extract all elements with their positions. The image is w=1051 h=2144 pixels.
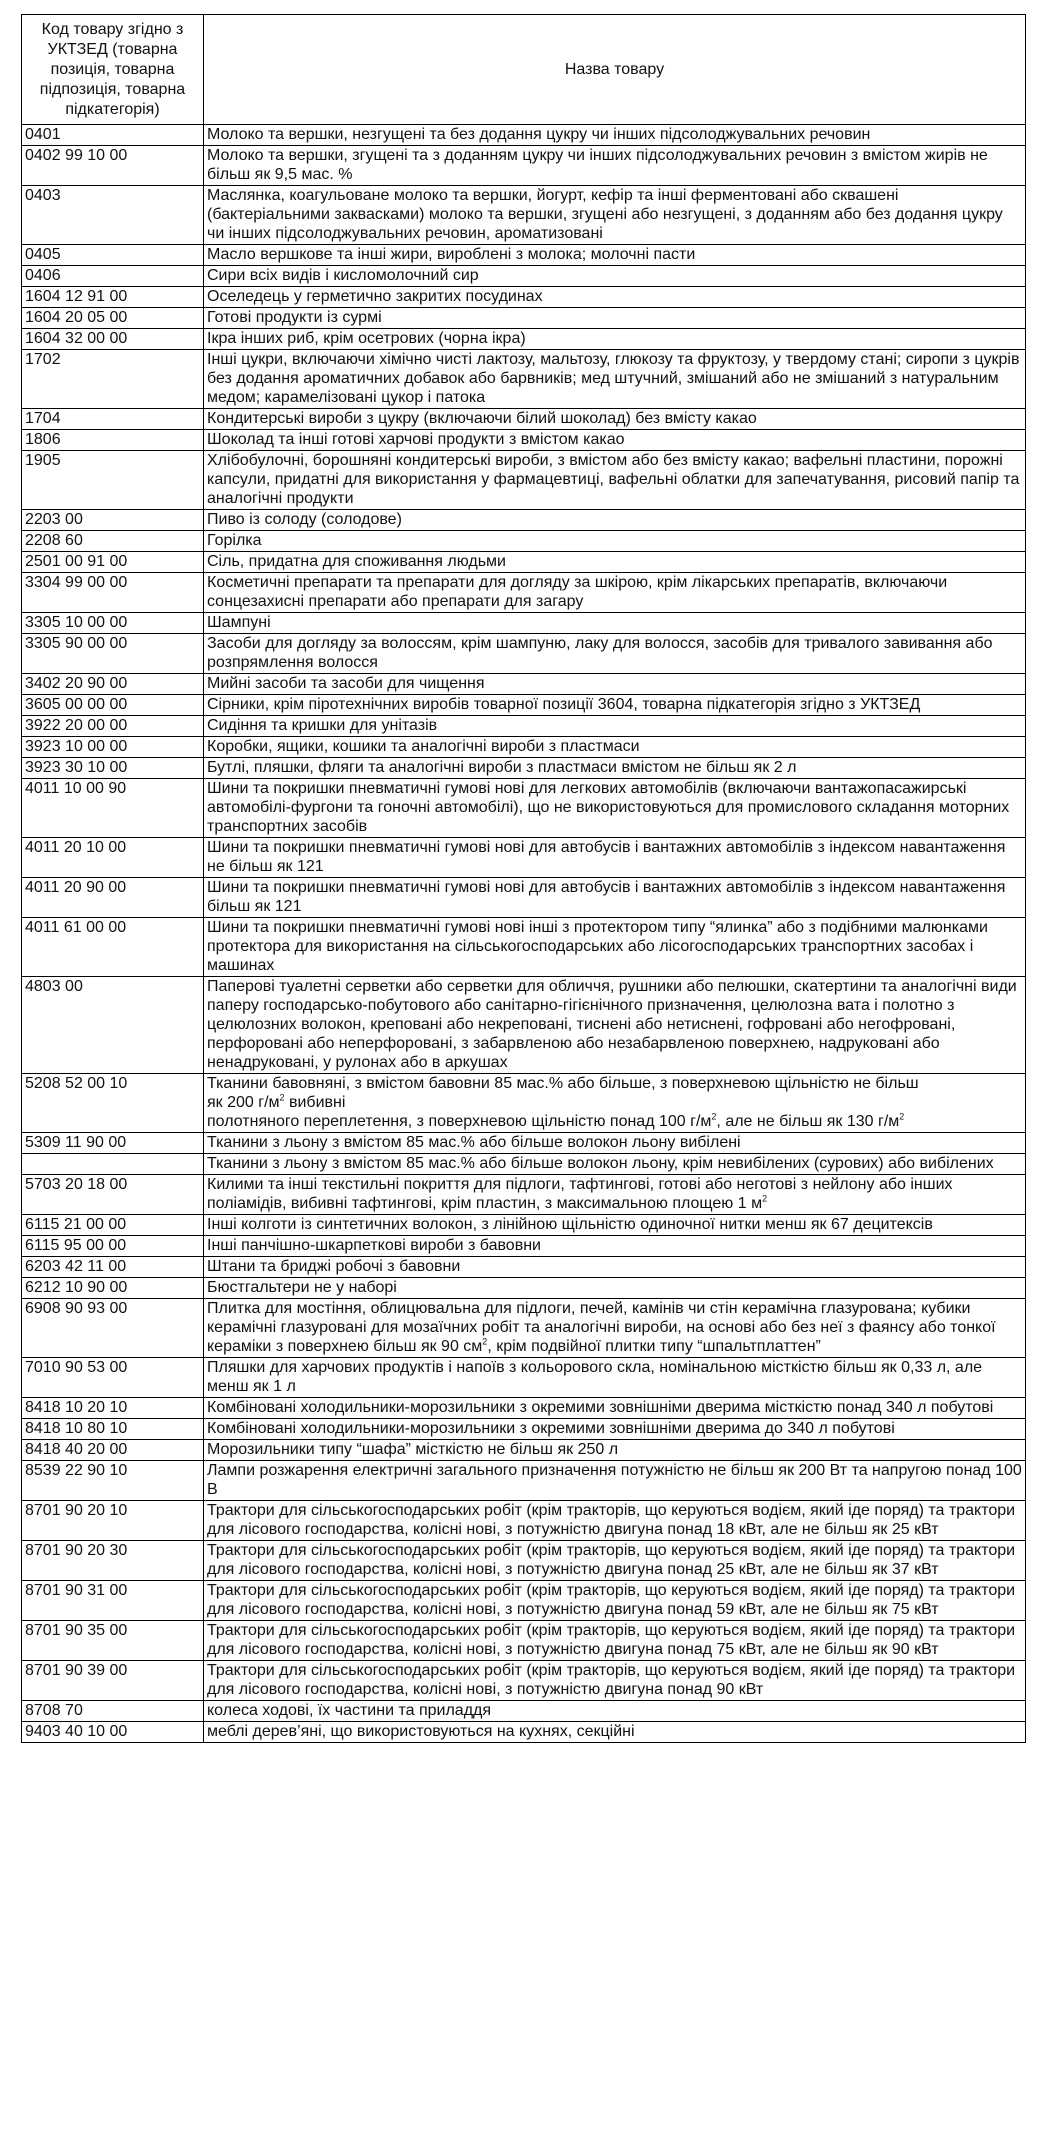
row-name: Штани та бриджі робочі з бавовни — [204, 1257, 1026, 1278]
table-row — [22, 308, 1026, 329]
superscript: 2 — [711, 1111, 717, 1122]
table-row — [22, 1661, 1026, 1701]
row-name: Бутлі, пляшки, фляги та аналогічні вироби з пластмаси вмістом не більш як 2 л — [204, 758, 1026, 779]
superscript: 2 — [279, 1092, 285, 1103]
row-code: 1604 20 05 00 — [22, 308, 204, 329]
row-code: 1806 — [22, 430, 204, 451]
row-code: 3305 10 00 00 — [22, 613, 204, 634]
table-row — [22, 531, 1026, 552]
row-name: Косметичні препарати та препарати для догляду за шкірою, крім лікарських препаратів, включаючи сонцезахисні препарати або препарати для загару — [204, 573, 1026, 613]
row-code: 3923 10 00 00 — [22, 737, 204, 758]
row-code: 1702 — [22, 350, 204, 409]
row-code: 5703 20 18 00 — [22, 1175, 204, 1215]
row-name-part: , крім подвійної плитки типу “шпальтплаттен” — [487, 1338, 821, 1355]
row-name: Ікра інших риб, крім осетрових (чорна ікра) — [204, 329, 1026, 350]
table-row — [22, 1299, 1026, 1358]
table-row — [22, 737, 1026, 758]
row-name: меблі дерев’яні, що використовуються на кухнях, секційні — [204, 1722, 1026, 1743]
row-name: Комбіновані холодильники-морозильники з окремими зовнішніми дверима місткістю понад 340 л побутові — [204, 1398, 1026, 1419]
table-row — [22, 1358, 1026, 1398]
row-code — [22, 1154, 204, 1175]
row-name: Тканини з льону з вмістом 85 мас.% або більше волокон льону вибілені — [204, 1133, 1026, 1154]
row-name: Масло вершкове та інші жири, вироблені з молока; молочні пасти — [204, 245, 1026, 266]
table-row — [22, 634, 1026, 674]
row-name: Шини та покришки пневматичні гумові нові для автобусів і вантажних автомобілів з індексом навантаження не більш як 121 — [204, 838, 1026, 878]
row-code: 3923 30 10 00 — [22, 758, 204, 779]
row-code: 0401 — [22, 125, 204, 146]
row-code: 8708 70 — [22, 1701, 204, 1722]
row-name-part: , але не більш як 130 г/м — [716, 1113, 900, 1130]
row-name: Сидіння та кришки для унітазів — [204, 716, 1026, 737]
row-name: Сіль, придатна для споживання людьми — [204, 552, 1026, 573]
header-name: Назва товару — [204, 15, 1026, 125]
row-name: Шампуні — [204, 613, 1026, 634]
row-code: 6203 42 11 00 — [22, 1257, 204, 1278]
row-name: Шини та покришки пневматичні гумові нові інші з протектором типу “ялинка” або з подібними малюнками протектора для використання на сільськогосподарських або лісогосподарських транспортних засобах і машинах — [204, 918, 1026, 977]
row-code: 8701 90 39 00 — [22, 1661, 204, 1701]
row-code: 8701 90 20 10 — [22, 1501, 204, 1541]
row-name: Лампи розжарення електричні загального призначення потужністю не більш як 200 Вт та напругою понад 100 В — [204, 1461, 1026, 1501]
table-row — [22, 878, 1026, 918]
row-name-part: Плитка для мостіння, облицювальна для підлоги, печей, камінів чи стін керамічна глазурована; кубики керамічні глазуровані для мозаїчних робіт та аналогічні вироби, на основі або без неї з фаянсу або тонкої кераміки з поверхнею більш як 90 см — [207, 1300, 996, 1355]
table-row — [22, 1133, 1026, 1154]
table-row — [22, 1236, 1026, 1257]
row-name: Інші цукри, включаючи хімічно чисті лактозу, мальтозу, глюкозу та фруктозу, у твердому стані; сиропи з цукрів без додання ароматичних добавок або барвників; мед штучний, змішаний або не змішаний з натуральним медом; карамелізовані цукор і патока — [204, 350, 1026, 409]
table-row — [22, 1722, 1026, 1743]
row-name: Трактори для сільськогосподарських робіт (крім тракторів, що керуються водієм, який іде поряд) та трактори для лісового господарства, колісні нові, з потужністю двигуна понад 75 кВт, але не більш як 90 кВт — [204, 1621, 1026, 1661]
header-code: Код товару згідно з УКТЗЕД (товарна позиція, товарна підпозиція, товарна підкатегорія) — [22, 15, 204, 125]
row-name: Трактори для сільськогосподарських робіт (крім тракторів, що керуються водієм, який іде поряд) та трактори для лісового господарства, колісні нові, з потужністю двигуна понад 25 кВт, але не більш як 37 кВт — [204, 1541, 1026, 1581]
goods-document — [21, 14, 1025, 1743]
row-code: 1604 32 00 00 — [22, 329, 204, 350]
row-code: 1905 — [22, 451, 204, 510]
row-name: Оселедець у герметично закритих посудинах — [204, 287, 1026, 308]
row-name-part: Килими та інші текстильні покриття для підлоги, тафтингові, готові або неготові з нейлону або інших поліамідів, вибивні тафтингові, крім пластин, з максимальною площею 1 м — [207, 1176, 953, 1212]
superscript: 2 — [482, 1336, 488, 1347]
row-code: 1704 — [22, 409, 204, 430]
table-header-row — [22, 15, 1026, 125]
table-row — [22, 918, 1026, 977]
table-row — [22, 1154, 1026, 1175]
row-code: 4011 10 00 90 — [22, 779, 204, 838]
table-row — [22, 245, 1026, 266]
table-row — [22, 146, 1026, 186]
row-code: 8701 90 35 00 — [22, 1621, 204, 1661]
row-name — [204, 1299, 1026, 1358]
table-row — [22, 779, 1026, 838]
table-row — [22, 838, 1026, 878]
row-name: Сири всіх видів і кисломолочний сир — [204, 266, 1026, 287]
table-row — [22, 125, 1026, 146]
table-row — [22, 329, 1026, 350]
row-name: Шини та покришки пневматичні гумові нові для легкових автомобілів (включаючи вантажопасажирські автомобілі-фургони та гоночні автомобілі), що не використовуються для промислового складання моторних транспортних засобів — [204, 779, 1026, 838]
table-row — [22, 1257, 1026, 1278]
table-row — [22, 186, 1026, 245]
row-name: Інші панчішно-шкарпеткові вироби з бавовни — [204, 1236, 1026, 1257]
table-row — [22, 758, 1026, 779]
table-row — [22, 1215, 1026, 1236]
row-code: 3605 00 00 00 — [22, 695, 204, 716]
row-name: Бюстгальтери не у наборі — [204, 1278, 1026, 1299]
row-name: Хлібобулочні, борошняні кондитерські вироби, з вмістом або без вмісту какао; вафельні пластини, порожні капсули, придатні для використання у фармацевтиці, вафельні облатки для запечатування, рисовий папір та аналогічні продукти — [204, 451, 1026, 510]
row-name: Трактори для сільськогосподарських робіт (крім тракторів, що керуються водієм, який іде поряд) та трактори для лісового господарства, колісні нові, з потужністю двигуна понад 59 кВт, але не більш як 75 кВт — [204, 1581, 1026, 1621]
row-code: 4011 20 90 00 — [22, 878, 204, 918]
row-name: Шоколад та інші готові харчові продукти з вмістом какао — [204, 430, 1026, 451]
row-name: Молоко та вершки, незгущені та без додання цукру чи інших підсолоджувальних речовин — [204, 125, 1026, 146]
row-name: Мийні засоби та засоби для чищення — [204, 674, 1026, 695]
table-row — [22, 1541, 1026, 1581]
table-row — [22, 430, 1026, 451]
row-name: Паперові туалетні серветки або серветки для обличчя, рушники або пелюшки, скатертини та аналогічні види паперу господарсько-побутового або санітарно-гігієнічного призначення, целюлозна вата і полотно з целюлозних волокон, креповані або некреповані, тиснені або нетиснені, гофровані або негофровані, перфоровані або неперфоровані, з забарвленою або незабарвленою поверхнею, надруковані або ненадруковані, у рулонах або в аркушах — [204, 977, 1026, 1074]
table-row — [22, 287, 1026, 308]
row-code: 0406 — [22, 266, 204, 287]
goods-table — [21, 14, 1026, 1743]
table-row — [22, 552, 1026, 573]
row-name: Сірники, крім піротехнічних виробів товарної позиції 3604, товарна підкатегорія згідно з УКТЗЕД — [204, 695, 1026, 716]
row-code: 2203 00 — [22, 510, 204, 531]
row-code: 8539 22 90 10 — [22, 1461, 204, 1501]
row-name: Шини та покришки пневматичні гумові нові для автобусів і вантажних автомобілів з індексом навантаження більш як 121 — [204, 878, 1026, 918]
table-row — [22, 451, 1026, 510]
table-row — [22, 1074, 1026, 1133]
row-name-part: полотняного переплетення, з поверхневою щільністю понад 100 г/м — [207, 1113, 712, 1130]
row-code: 5309 11 90 00 — [22, 1133, 204, 1154]
table-row — [22, 573, 1026, 613]
row-code: 6212 10 90 00 — [22, 1278, 204, 1299]
table-row — [22, 1278, 1026, 1299]
row-code: 0403 — [22, 186, 204, 245]
row-name: Засоби для догляду за волоссям, крім шампуню, лаку для волосся, засобів для тривалого завивання або розпрямлення волосся — [204, 634, 1026, 674]
table-row — [22, 1398, 1026, 1419]
row-code: 3304 99 00 00 — [22, 573, 204, 613]
row-code: 1604 12 91 00 — [22, 287, 204, 308]
row-code: 6115 95 00 00 — [22, 1236, 204, 1257]
row-code: 5208 52 00 10 — [22, 1074, 204, 1133]
row-name: Маслянка, коагульоване молоко та вершки, йогурт, кефір та інші ферментовані або сквашені (бактеріальними заквасками) молоко та вершки, згущені або незгущені, з доданням або без додання цукру чи інших підсолоджувальних речовин, ароматизовані — [204, 186, 1026, 245]
table-row — [22, 695, 1026, 716]
row-name: колеса ходові, їх частини та приладдя — [204, 1701, 1026, 1722]
row-name: Тканини з льону з вмістом 85 мас.% або більше волокон льону, крім невибілених (сурових) або вибілених — [204, 1154, 1026, 1175]
row-code: 9403 40 10 00 — [22, 1722, 204, 1743]
table-row — [22, 977, 1026, 1074]
row-name: Коробки, ящики, кошики та аналогічні вироби з пластмаси — [204, 737, 1026, 758]
superscript: 2 — [899, 1111, 905, 1122]
row-name-line: Тканини бавовняні, з вмістом бавовни 85 мас.% або більше, з поверхневою щільністю не більш — [207, 1075, 919, 1092]
row-code: 6908 90 93 00 — [22, 1299, 204, 1358]
row-name: Кондитерські вироби з цукру (включаючи білий шоколад) без вмісту какао — [204, 409, 1026, 430]
row-code: 3305 90 00 00 — [22, 634, 204, 674]
row-code: 0405 — [22, 245, 204, 266]
table-row — [22, 409, 1026, 430]
row-code: 7010 90 53 00 — [22, 1358, 204, 1398]
row-code: 8418 40 20 00 — [22, 1440, 204, 1461]
row-code: 4011 61 00 00 — [22, 918, 204, 977]
table-row — [22, 266, 1026, 287]
row-name: Інші колготи із синтетичних волокон, з лінійною щільністю одиночної нитки менш як 67 децитексів — [204, 1215, 1026, 1236]
row-code: 8701 90 31 00 — [22, 1581, 204, 1621]
row-code: 8418 10 20 10 — [22, 1398, 204, 1419]
superscript: 2 — [762, 1193, 768, 1204]
row-name: Трактори для сільськогосподарських робіт (крім тракторів, що керуються водієм, який іде поряд) та трактори для лісового господарства, колісні нові, з потужністю двигуна понад 90 кВт — [204, 1661, 1026, 1701]
table-row — [22, 1440, 1026, 1461]
row-code: 6115 21 00 00 — [22, 1215, 204, 1236]
row-code: 2501 00 91 00 — [22, 552, 204, 573]
row-name: Морозильники типу “шафа” місткістю не більш як 250 л — [204, 1440, 1026, 1461]
row-code: 8418 10 80 10 — [22, 1419, 204, 1440]
table-row — [22, 510, 1026, 531]
row-name — [204, 1175, 1026, 1215]
row-name: Горілка — [204, 531, 1026, 552]
row-name-part: як 200 г/м — [207, 1094, 280, 1111]
table-row — [22, 1461, 1026, 1501]
row-code: 3922 20 00 00 — [22, 716, 204, 737]
row-code: 4011 20 10 00 — [22, 838, 204, 878]
table-row — [22, 350, 1026, 409]
row-name — [204, 1074, 1026, 1133]
row-code: 2208 60 — [22, 531, 204, 552]
row-name: Готові продукти із сурмі — [204, 308, 1026, 329]
table-row — [22, 1701, 1026, 1722]
row-code: 3402 20 90 00 — [22, 674, 204, 695]
table-row — [22, 1419, 1026, 1440]
table-row — [22, 1581, 1026, 1621]
row-code: 8701 90 20 30 — [22, 1541, 204, 1581]
table-row — [22, 1175, 1026, 1215]
row-code: 4803 00 — [22, 977, 204, 1074]
row-name: Комбіновані холодильники-морозильники з окремими зовнішніми дверима до 340 л побутові — [204, 1419, 1026, 1440]
table-row — [22, 1501, 1026, 1541]
row-name: Трактори для сільськогосподарських робіт (крім тракторів, що керуються водієм, який іде поряд) та трактори для лісового господарства, колісні нові, з потужністю двигуна понад 18 кВт, але не більш як 25 кВт — [204, 1501, 1026, 1541]
row-code: 0402 99 10 00 — [22, 146, 204, 186]
row-name: Пиво із солоду (солодове) — [204, 510, 1026, 531]
row-name: Молоко та вершки, згущені та з доданням цукру чи інших підсолоджувальних речовин з вмістом жирів не більш як 9,5 мас. % — [204, 146, 1026, 186]
table-row — [22, 716, 1026, 737]
table-row — [22, 674, 1026, 695]
table-row — [22, 1621, 1026, 1661]
row-name-part: вибивні — [284, 1094, 346, 1111]
table-row — [22, 613, 1026, 634]
row-name: Пляшки для харчових продуктів і напоїв з кольорового скла, номінальною місткістю більш як 0,33 л, але менш як 1 л — [204, 1358, 1026, 1398]
